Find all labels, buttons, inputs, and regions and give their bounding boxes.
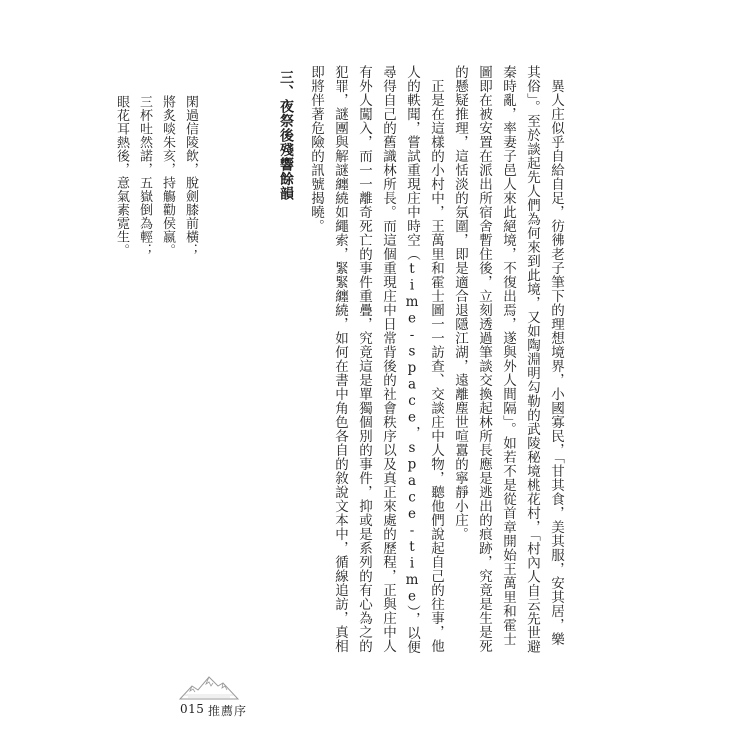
poem-line-1: 閑過信陵飲，脫劍膝前橫；	[183, 95, 198, 257]
section-label: 推薦序	[208, 704, 248, 718]
poem-line-3: 三杯吐然諾，五嶽倒為輕；	[137, 95, 152, 257]
paragraph-2: 正是在這樣的小村中，王萬里和霍士圖一一訪查、交談庄中人物，聽他們說起自己的往事，他人的軼聞，嘗試重現庄中時空（time-space，space-time），以便尋得自己的舊識林所長。而這個重現庄中日常背後的社會秩序以及真正來處的歷程，正與庄中人有外人闖入，而一一離奇死亡的事件重疊，究竟這是單獨個別的事件，抑或是系列的有心為之的犯罪，謎團與解謎纏繞如繩索，緊緊纏繞，如何在書中角色各自的敘說文本中，循線追訪，真相即將伴著危險的訊號揭曉。	[308, 65, 444, 655]
poem	[110, 95, 202, 257]
poem-line-4: 眼花耳熱後，意氣素霓生。	[114, 95, 129, 257]
section-heading: 三、夜祭後殘響餘韻	[278, 70, 294, 201]
page-number: 015	[180, 702, 205, 716]
body-text	[304, 65, 568, 655]
poem-line-2: 將炙啖朱亥，持觴勸侯嬴。	[160, 95, 175, 257]
mountain-icon	[178, 672, 240, 700]
page-footer	[178, 672, 298, 718]
paragraph-1: 異人庄似乎自給自足，彷彿老子筆下的理想境界，小國寡民，「甘其食，美其服，安其居，樂其俗」。至於談起先人們為何來到此境，又如陶淵明勾勒的武陵秘境桃花村，「村內人自云先世避秦時亂，率妻子邑人來此絕境，不復出焉，遂與外人間隔」。如若不是從首章開始王萬里和霍士圖即在被安置在派出所宿舍暫住後，立刻透過筆談交換起林所長應是逃出的痕跡，究竟是生是死的懸疑推理，這恬淡的氛圍，即是適合退隱江湖，遠離塵世喧囂的寧靜小庄。	[452, 65, 564, 654]
